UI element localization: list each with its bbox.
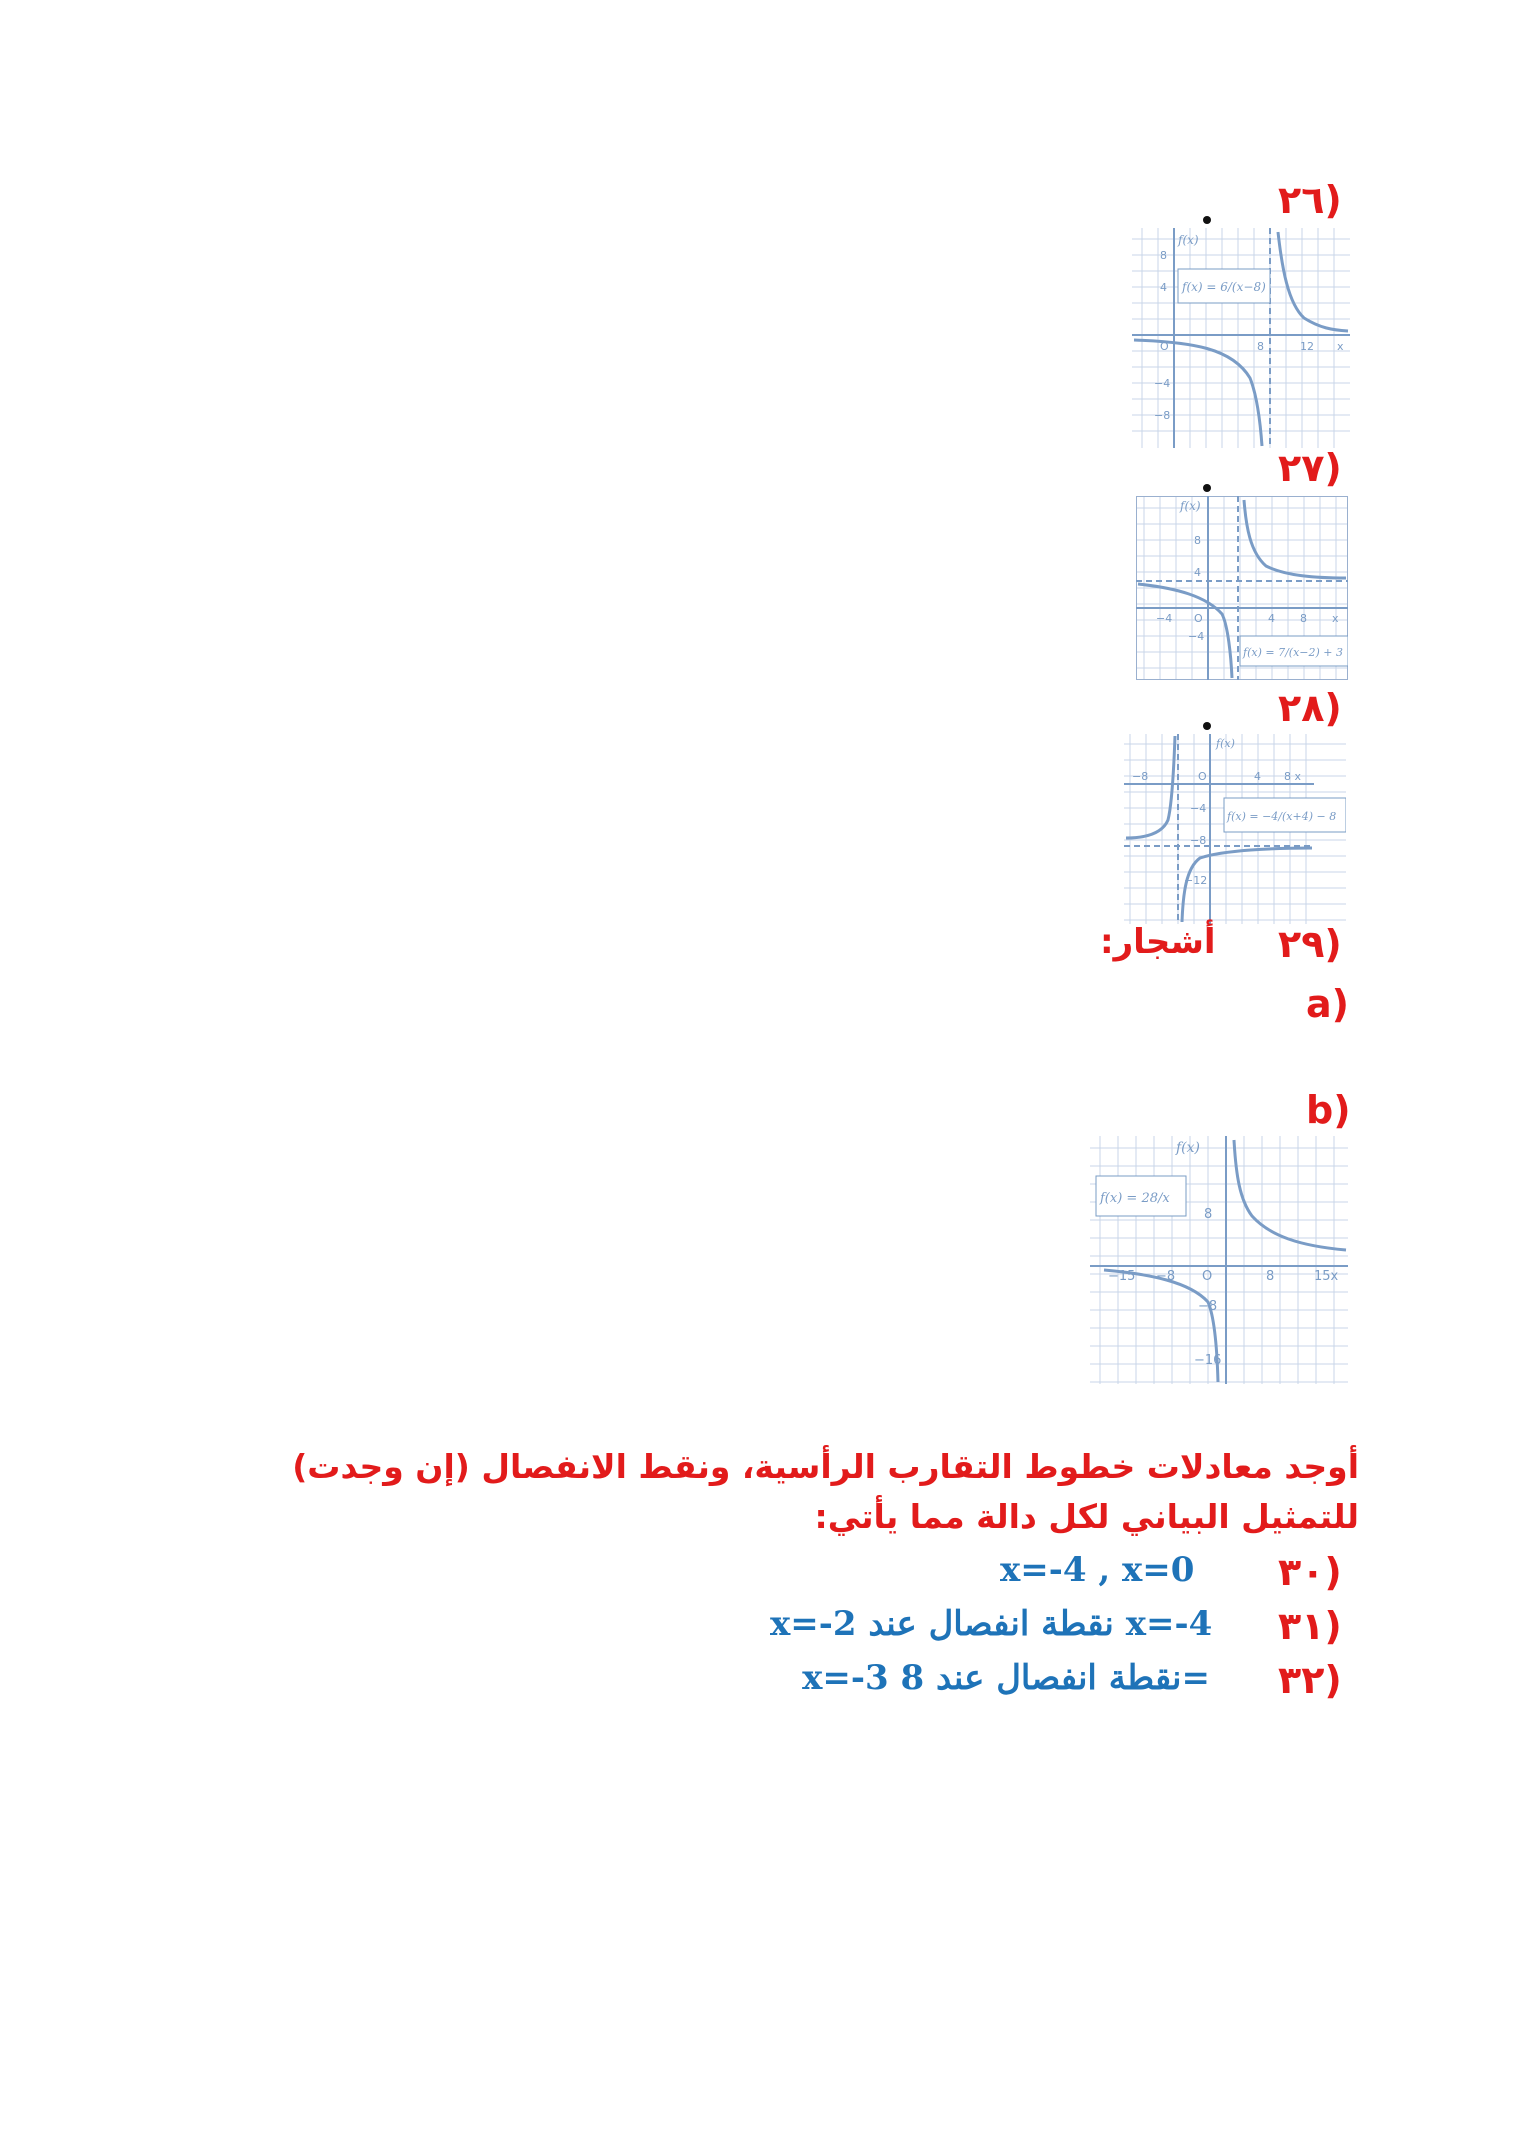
graph-26-axis-label: f(x) — [1178, 233, 1199, 247]
graph-27-ytick: 4 — [1194, 566, 1201, 579]
section-heading: أوجد معادلات خطوط التقارب الرأسية، ونقط الانفصال (إن وجدت) للتمثيل البياني لكل دالة مما يأتي: — [292, 1447, 1359, 1536]
answer-31-text: x=-2 نقطة انفصال عند x=-4 — [770, 1604, 1213, 1644]
graph-27-xtick: O — [1194, 612, 1203, 625]
graph-28-xtick: O — [1198, 770, 1207, 783]
problem-28-number: (٢٨ — [1278, 686, 1342, 730]
graph-b-function: f(x) = 28/x — [1100, 1191, 1170, 1206]
graph-28 — [1124, 734, 1346, 924]
graph-b-xtick: 15x — [1314, 1269, 1339, 1284]
graph-28-xtick: 8 x — [1284, 770, 1302, 783]
answer-30-number: (٣٠ — [1278, 1550, 1342, 1594]
answer-30-text: x=-4 , x=0 — [1000, 1550, 1195, 1590]
graph-28-ytick: −12 — [1184, 874, 1208, 887]
part-a-label: (a — [1306, 982, 1350, 1026]
answer-32-number: (٣٢ — [1278, 1658, 1342, 1702]
graph-b-xtick: 8 — [1266, 1269, 1275, 1284]
graph-27-xtick: x — [1332, 612, 1339, 625]
part-b-label: (b — [1306, 1088, 1351, 1132]
graph-b — [1090, 1136, 1348, 1384]
problem-27-dot — [1203, 484, 1211, 492]
graph-b-ytick: −16 — [1194, 1353, 1222, 1368]
graph-27-axis-label: f(x) — [1180, 499, 1201, 513]
problem-28-dot — [1203, 722, 1211, 730]
graph-28-function: f(x) = −4/(x+4) − 8 — [1227, 810, 1337, 823]
graph-26 — [1132, 228, 1350, 448]
graph-27-xtick: 4 — [1268, 612, 1275, 625]
graph-26-xtick: x — [1337, 340, 1344, 353]
answer-31-number: (٣١ — [1278, 1604, 1342, 1648]
graph-28-ytick: −4 — [1190, 802, 1207, 815]
problem-26-dot — [1203, 216, 1211, 224]
graph-b-xtick: O — [1202, 1269, 1213, 1284]
graph-b-axis-label: f(x) — [1176, 1140, 1201, 1156]
graph-26-ytick: 4 — [1160, 281, 1167, 294]
problem-29-label: أشجار: — [1100, 922, 1216, 962]
graph-b-xtick: −15 — [1108, 1269, 1136, 1284]
graph-26-ytick: −4 — [1154, 377, 1171, 390]
graph-26-ytick: 8 — [1160, 249, 1167, 262]
problem-29-number: (٢٩ — [1278, 922, 1342, 966]
graph-27-xtick: −4 — [1156, 612, 1173, 625]
graph-26-xtick: 8 — [1257, 340, 1264, 353]
graph-26-xtick: 12 — [1300, 340, 1314, 353]
graph-b-ytick: −8 — [1198, 1299, 1218, 1314]
graph-27-function: f(x) = 7/(x−2) + 3 — [1243, 646, 1343, 659]
answer-32-text: x=-3 نقطة انفصال عند 8= — [802, 1658, 1210, 1698]
graph-28-ytick: −8 — [1190, 834, 1207, 847]
graph-26-xtick: O — [1160, 340, 1169, 353]
problem-26-number: (٢٦ — [1278, 178, 1342, 222]
graph-26-function: f(x) = 6/(x−8) — [1182, 280, 1266, 294]
graph-27-ytick: −4 — [1188, 630, 1205, 643]
graph-27 — [1136, 496, 1348, 680]
graph-27-xtick: 8 — [1300, 612, 1307, 625]
graph-28-axis-label: f(x) — [1216, 737, 1235, 750]
graph-b-ytick: 8 — [1204, 1207, 1213, 1222]
problem-27-number: (٢٧ — [1278, 446, 1342, 490]
graph-b-xtick: −8 — [1156, 1269, 1176, 1284]
graph-28-xtick: −8 — [1132, 770, 1149, 783]
graph-28-xtick: 4 — [1254, 770, 1261, 783]
graph-26-ytick: −8 — [1154, 409, 1171, 422]
graph-27-ytick: 8 — [1194, 534, 1201, 547]
